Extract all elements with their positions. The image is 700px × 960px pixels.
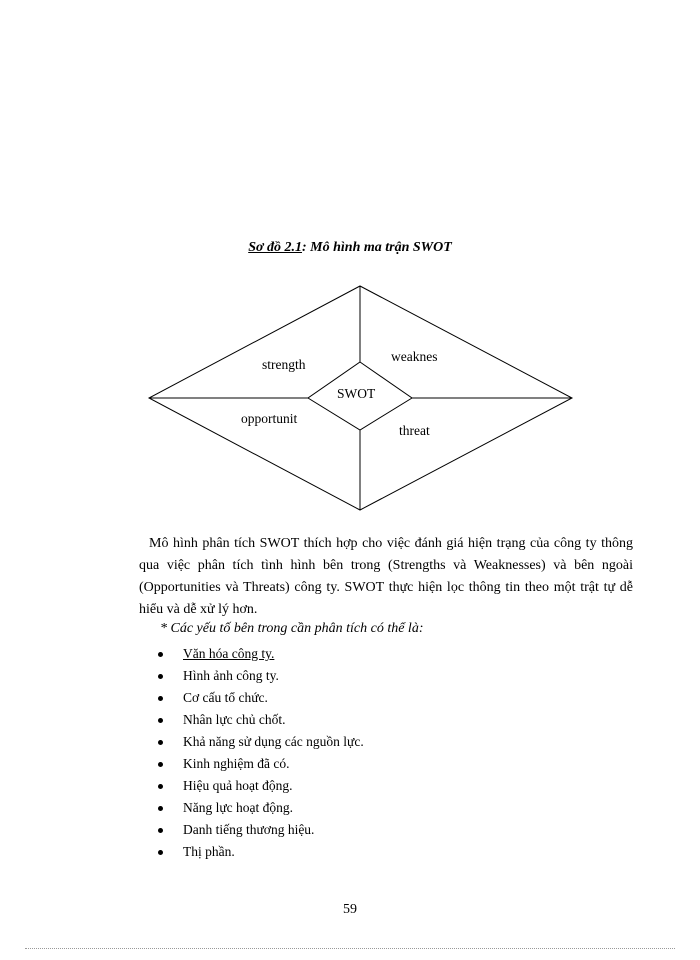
threat-label: threat [399,423,430,438]
caption-prefix: Sơ đồ 2.1 [248,240,303,255]
list-item: Hình ảnh công ty. [158,665,364,687]
bullet-icon [158,850,163,855]
list-item: Kinh nghiệm đã có. [158,753,364,775]
bullet-icon [158,762,163,767]
list-item: Nhân lực chủ chốt. [158,709,364,731]
page-divider [25,948,675,949]
factor-list [158,643,364,863]
swot-center-label: SWOT [337,386,376,401]
list-item: Cơ cấu tổ chức. [158,687,364,709]
weakness-label: weaknes [391,349,438,364]
list-item: Văn hóa công ty. [158,643,364,665]
list-item: Năng lực hoạt động. [158,797,364,819]
bullet-icon [158,740,163,745]
strength-label: strength [262,357,306,372]
body-paragraph: Mô hình phân tích SWOT thích hợp cho việc đánh giá hiện trạng của công ty thông qua việc phân tích tình hình bên trong (Strengths và Weaknesses) và bên ngoài (Opportunities và Threats) công ty. SWOT thực hiện lọc thông tin theo một trật tự dễ hiểu và dễ xử lý hơn. [139,536,633,617]
bullet-icon [158,806,163,811]
opportunity-label: opportunit [241,411,298,426]
list-item: Thị phần. [158,841,364,863]
bullet-icon [158,674,163,679]
bullet-icon [158,718,163,723]
caption-suffix: : Mô hình ma trận SWOT [302,240,452,255]
list-item: Hiệu quả hoạt động. [158,775,364,797]
bullet-icon [158,652,163,657]
bullet-icon [158,696,163,701]
bullet-icon [158,784,163,789]
bullet-icon [158,828,163,833]
list-item: Khả năng sử dụng các nguồn lực. [158,731,364,753]
list-item: Danh tiếng thương hiệu. [158,819,364,841]
page-number: 59 [343,902,357,917]
subheading: * Các yếu tố bên trong cần phân tích có thể là: [160,621,424,636]
